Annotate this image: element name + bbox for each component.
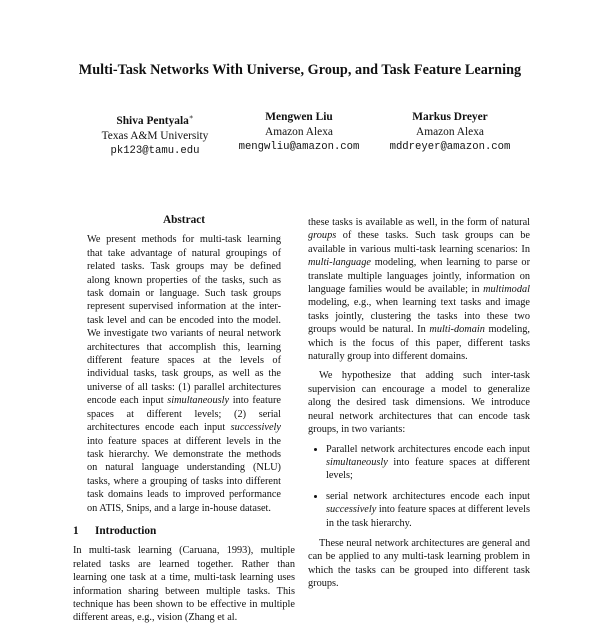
author-affiliation: Amazon Alexa (415, 126, 484, 138)
author-email: pk123@tamu.edu (110, 144, 200, 157)
author-name: Markus Dreyer (412, 111, 488, 123)
variants-list (308, 443, 530, 530)
abstract-text: We present methods for multi-task learning that take advantage of natural groupings of related tasks. Task groups may be defined along known properties of the tasks, such as task domain or language. Such task groups represent supervised information at the inter-task level and can be encoded into the model. We investigate two variants of neural network architectures that accomplish this, learning different feature spaces at the levels of individual tasks, task groups, as well as the universe of all tasks: (1) parallel architectures encode each input simultaneously into feature spaces at different levels; (2) serial architectures encode each input successively into feature spaces at different levels in the task hierarchy. We demonstrate the methods on natural language understanding (NLU) tasks, where a grouping of tasks into different task domains leads to improved performance on ATIS, Snips, and a large in-house dataset. (87, 234, 282, 514)
author-affiliation: Amazon Alexa (264, 126, 333, 138)
paragraph-task-groups: these tasks is available as well, in the form of natural groups of these tasks. Such task groups can be available in various multi-task learning scenarios: In multi-language modeling, when learning to parse or translate multiple languages jointly, information on language families would be available; in multimodal modeling, e.g., when learning text tasks and image tasks jointly, clustering the tasks into these two groups would be natural. In multi-domain modeling, which is the focus of this paper, different tasks naturally group into different domains. (308, 217, 530, 363)
list-item: • Parallel network architectures encode each input simultaneously into feature spaces at different levels; (326, 443, 530, 483)
paragraph-hypothesis: We hypothesize that adding such inter-task supervision can encourage a model to generalize along the desired task dimensions. We introduce neural network architectures that can encode task groups, in two variants: (308, 370, 530, 436)
author-name: Shiva Pentyala∗ (116, 113, 194, 127)
abstract-heading: Abstract (162, 214, 206, 226)
author-2 (224, 110, 374, 155)
intro-heading: 1 Introduction (73, 524, 157, 537)
right-column (308, 216, 530, 591)
author-name: Mengwen Liu (265, 111, 333, 123)
intro-paragraph: In multi-task learning (Caruana, 1993), multiple related tasks are learned together. Rather than learning one task at a time, multi-task learning uses information sharing between multiple tasks. This technique has been shown to be effective in multiple different areas, e.g., vision (Zhang et al. (73, 545, 295, 624)
author-affiliation: Texas A&M University (101, 129, 209, 142)
paragraph-general: These neural network architectures are general and can be applied to any multi-task learning problem in which the tasks can be grouped into different task groups. (308, 537, 530, 590)
author-email: mddreyer@amazon.com (389, 141, 511, 153)
author-1 (80, 110, 230, 159)
list-item: • serial network architectures encode each input successively into feature spaces at different levels in the task hierarchy. (326, 490, 530, 530)
author-3 (375, 110, 525, 155)
author-email: mengwliu@amazon.com (238, 141, 360, 153)
left-column (73, 214, 295, 625)
paper-title: Multi-Task Networks With Universe, Group, and Task Feature Learning (78, 62, 522, 78)
abstract-body (73, 233, 295, 515)
